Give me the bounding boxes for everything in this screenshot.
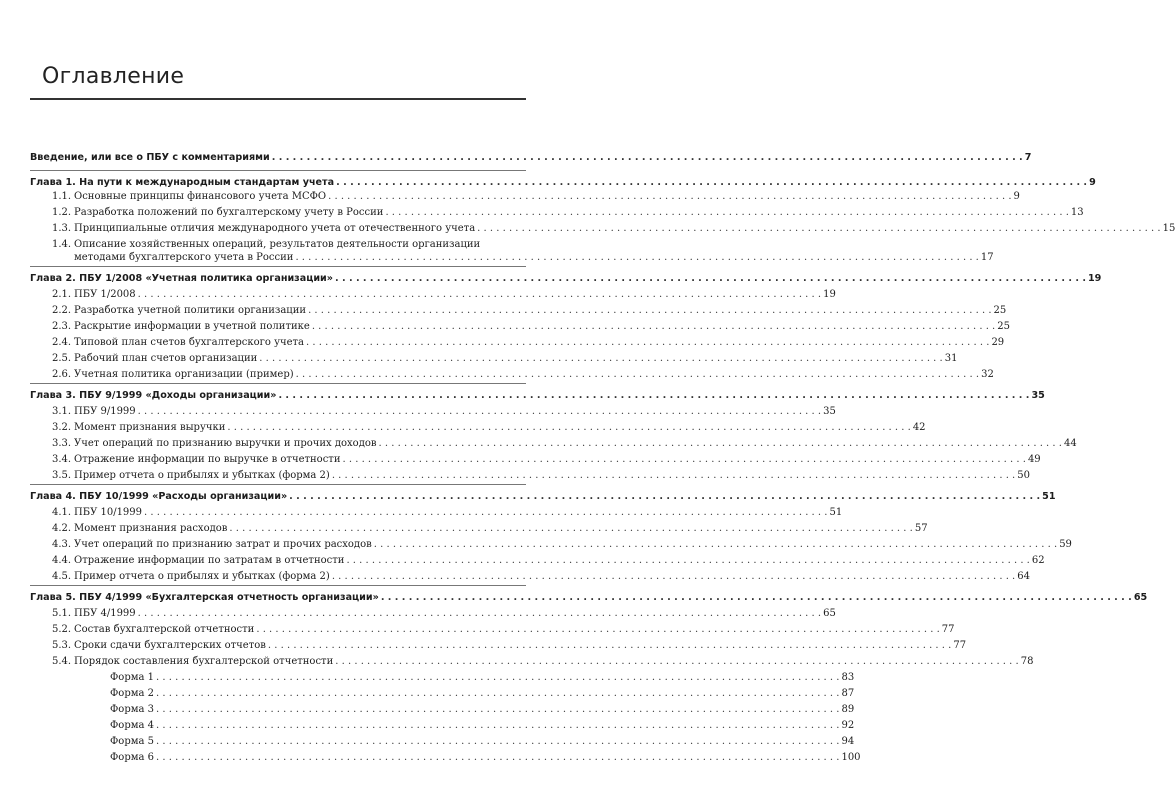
toc-entry-page: 83 [841, 672, 855, 683]
dot-leader [289, 490, 1040, 503]
section-divider [30, 266, 526, 267]
section-divider [30, 383, 526, 384]
toc-entry-page: 57 [914, 523, 928, 534]
dot-leader [335, 272, 1086, 285]
toc-entry[interactable] [110, 735, 855, 748]
toc-entry[interactable] [110, 671, 855, 684]
toc-entry-number: 2.5. [52, 353, 72, 364]
toc-entry[interactable] [52, 453, 1041, 466]
toc-entry-label: Учет операций по признанию выручки и прочих доходов [74, 438, 377, 449]
toc-entry-label: Отражение информации по затратам в отчетности [74, 555, 345, 566]
toc-entry-number: 5.2. [52, 624, 72, 635]
toc-entry-page: 62 [1031, 555, 1045, 566]
dot-leader [296, 368, 979, 381]
toc-entry[interactable] [52, 238, 481, 251]
section-divider [30, 484, 526, 485]
toc-entry[interactable] [52, 320, 1010, 333]
toc-entry-page: 25 [993, 305, 1007, 316]
toc-entry-page: 17 [980, 252, 994, 263]
toc-entry-page: 100 [841, 752, 861, 763]
toc-entry-label: Глава 2. ПБУ 1/2008 «Учетная политика организации» [30, 273, 333, 284]
toc-entry-label: Состав бухгалтерской отчетности [74, 624, 255, 635]
toc-entry-number: 4.5. [52, 571, 72, 582]
toc-entry[interactable] [52, 639, 967, 652]
dot-leader [156, 687, 839, 700]
toc-entry[interactable] [52, 437, 1077, 450]
toc-entry-number: 5.4. [52, 656, 72, 667]
dot-leader [374, 538, 1057, 551]
toc-entry-label: Разработка учетной политики организации [74, 305, 307, 316]
toc-entry-label: ПБУ 10/1999 [74, 507, 143, 518]
toc-entry-label: Рабочий план счетов организации [74, 353, 258, 364]
toc-entry[interactable] [74, 251, 994, 264]
toc-entry-page: 50 [1017, 470, 1030, 481]
toc-entry[interactable] [110, 687, 855, 700]
dot-leader [138, 607, 821, 620]
dot-leader [156, 751, 839, 764]
toc-entry[interactable] [110, 703, 855, 716]
dot-leader [278, 389, 1029, 402]
toc-entry[interactable] [52, 336, 1005, 349]
toc-entry-number: 3.5. [52, 470, 72, 481]
dot-leader [328, 190, 1011, 203]
toc-entry-page: 25 [997, 321, 1010, 332]
toc-entry-page: 87 [841, 688, 855, 699]
toc-entry-number: 4.2. [52, 523, 72, 534]
toc-entry-label: Сроки сдачи бухгалтерских отчетов [74, 640, 266, 651]
toc-entry-label: Глава 4. ПБУ 10/1999 «Расходы организации» [30, 491, 288, 502]
toc-entry[interactable] [52, 570, 1030, 583]
toc-entry[interactable] [52, 655, 1034, 668]
toc-entry-number: 2.3. [52, 321, 72, 332]
toc-entry-page: 64 [1017, 571, 1030, 582]
toc-entry-number: 2.6. [52, 369, 72, 380]
toc-entry[interactable] [52, 623, 955, 636]
toc-chapter-entry[interactable] [30, 389, 1045, 402]
toc-entry-number: 4.4. [52, 555, 72, 566]
toc-entry-page: 94 [841, 736, 855, 747]
toc-entry-page: 35 [823, 406, 836, 417]
toc-entry-page: 51 [1042, 491, 1056, 502]
toc-entry-page: 9 [1089, 177, 1096, 188]
section-divider [30, 170, 526, 171]
toc-entry-label: Форма 6 [110, 752, 155, 763]
toc-entry-label: Введение, или все о ПБУ с комментариями [30, 152, 270, 163]
toc-entry-page: 49 [1027, 454, 1041, 465]
toc-entry-label: ПБУ 9/1999 [74, 406, 136, 417]
toc-entry-number: 1.3. [52, 223, 72, 234]
toc-entry-label: Форма 2 [110, 688, 155, 699]
toc-entry-label: Описание хозяйственных операций, результатов деятельности организации [74, 239, 481, 250]
toc-entry-page: 29 [991, 337, 1005, 348]
toc-entry-label: Пример отчета о прибылях и убытках (форма 2) [74, 470, 330, 481]
toc-entry-label: Момент признания выручки [74, 422, 226, 433]
toc-entry-label: Глава 1. На пути к международным стандартам учета [30, 177, 335, 188]
toc-entry[interactable] [52, 522, 928, 535]
dot-leader [385, 206, 1068, 219]
toc-entry[interactable] [52, 368, 994, 381]
dot-leader [295, 251, 978, 264]
toc-entry-label: Форма 5 [110, 736, 155, 747]
toc-entry-label: Типовой план счетов бухгалтерского учета [74, 337, 304, 348]
dot-leader [332, 570, 1015, 583]
toc-entry-number: 4.1. [52, 507, 72, 518]
toc-entry-page: 15 [1162, 223, 1175, 234]
toc-entry-label: Глава 3. ПБУ 9/1999 «Доходы организации» [30, 390, 277, 401]
toc-entry[interactable] [52, 352, 958, 365]
toc-chapter-entry[interactable] [30, 176, 1096, 189]
toc-chapter-entry[interactable] [30, 272, 1102, 285]
toc-entry-label: ПБУ 1/2008 [74, 289, 136, 300]
dot-leader [343, 453, 1026, 466]
dot-leader [138, 288, 821, 301]
toc-entry-page: 44 [1063, 438, 1077, 449]
dot-leader [156, 671, 839, 684]
dot-leader [308, 304, 991, 317]
toc-entry-number: 1.1. [52, 191, 72, 202]
toc-entry[interactable] [52, 222, 1175, 235]
toc-entry[interactable] [52, 506, 843, 519]
dot-leader [335, 655, 1018, 668]
toc-entry-number: 5.1. [52, 608, 72, 619]
dot-leader [259, 352, 942, 365]
title-rule [30, 98, 526, 100]
dot-leader [144, 506, 827, 519]
dot-leader [138, 405, 821, 418]
toc-entry-page: 19 [823, 289, 836, 300]
dot-leader [256, 623, 939, 636]
toc-entry-page: 51 [829, 507, 843, 518]
toc-entry-number: 1.4. [52, 239, 72, 250]
toc-entry-number: 2.2. [52, 305, 72, 316]
toc-entry-label: Пример отчета о прибылях и убытках (форма 2) [74, 571, 330, 582]
toc-entry-page: 89 [841, 704, 855, 715]
toc-entry-number: 2.4. [52, 337, 72, 348]
toc-entry-label: Отражение информации по выручке в отчетности [74, 454, 341, 465]
toc-entry-number: 3.3. [52, 438, 72, 449]
toc-chapter-entry[interactable] [30, 591, 1148, 604]
toc-entry-page: 65 [823, 608, 836, 619]
toc-entry[interactable] [110, 719, 855, 732]
dot-leader [156, 719, 839, 732]
toc-entry-number: 3.4. [52, 454, 72, 465]
toc-entry[interactable] [52, 469, 1030, 482]
toc-entry[interactable] [52, 405, 836, 418]
dot-leader [332, 469, 1015, 482]
toc-entry-page: 9 [1013, 191, 1020, 202]
dot-leader [156, 703, 839, 716]
toc-entry[interactable] [52, 538, 1072, 551]
page-title: Оглавление [42, 64, 185, 89]
toc-entry[interactable] [52, 607, 836, 620]
toc-entry-page: 42 [912, 422, 926, 433]
dot-leader [379, 437, 1062, 450]
toc-entry-page: 13 [1070, 207, 1084, 218]
toc-entry[interactable] [52, 304, 1007, 317]
toc-entry-label: Форма 4 [110, 720, 155, 731]
dot-leader [336, 176, 1087, 189]
dot-leader [477, 222, 1160, 235]
section-divider [30, 585, 526, 586]
toc-entry-page: 92 [841, 720, 855, 731]
dot-leader [156, 735, 839, 748]
toc-entry-page: 32 [981, 369, 994, 380]
toc-entry-page: 7 [1024, 152, 1032, 163]
toc-entry-page: 19 [1087, 273, 1102, 284]
toc-chapter-entry[interactable] [30, 151, 1032, 164]
toc-entry-number: 4.3. [52, 539, 72, 550]
toc-entry-label: Глава 5. ПБУ 4/1999 «Бухгалтерская отчетность организации» [30, 592, 379, 603]
toc-entry[interactable] [52, 190, 1020, 203]
toc-entry-page: 77 [941, 624, 955, 635]
dot-leader [381, 591, 1132, 604]
toc-entry-label: Принципиальные отличия международного учета от отечественного учета [74, 223, 476, 234]
toc-entry-label: Форма 3 [110, 704, 155, 715]
toc-entry[interactable] [110, 751, 861, 764]
dot-leader [272, 151, 1023, 164]
toc-entry-number: 1.2. [52, 207, 72, 218]
toc-entry-number: 2.1. [52, 289, 72, 300]
toc-entry[interactable] [52, 421, 926, 434]
toc-entry-page: 59 [1059, 539, 1072, 550]
toc-entry-label: Разработка положений по бухгалтерскому учету в России [74, 207, 384, 218]
toc-entry-page: 65 [1133, 592, 1148, 603]
toc-entry-page: 35 [1031, 390, 1045, 401]
toc-entry-label: Порядок составления бухгалтерской отчетности [74, 656, 334, 667]
toc-entry-label: Форма 1 [110, 672, 155, 683]
toc-entry-page: 31 [944, 353, 958, 364]
toc-entry-page: 78 [1020, 656, 1034, 667]
toc-entry[interactable] [52, 554, 1045, 567]
toc-entry-number: 3.2. [52, 422, 72, 433]
toc-entry-label: Раскрытие информации в учетной политике [74, 321, 310, 332]
toc-entry-label: Основные принципы финансового учета МСФО [74, 191, 327, 202]
toc-entry-label: ПБУ 4/1999 [74, 608, 136, 619]
toc-entry[interactable] [52, 206, 1084, 219]
dot-leader [229, 522, 912, 535]
toc-chapter-entry[interactable] [30, 490, 1056, 503]
toc-entry-label: Момент признания расходов [74, 523, 228, 534]
dot-leader [268, 639, 951, 652]
toc-entry-label: Учетная политика организации (пример) [74, 369, 294, 380]
toc-entry-number: 5.3. [52, 640, 72, 651]
toc-entry-label: Учет операций по признанию затрат и прочих расходов [74, 539, 372, 550]
dot-leader [227, 421, 910, 434]
toc-entry[interactable] [52, 288, 836, 301]
dot-leader [312, 320, 995, 333]
dot-leader [346, 554, 1029, 567]
toc-entry-number: 3.1. [52, 406, 72, 417]
toc-entry-page: 77 [953, 640, 967, 651]
toc-entry-label: методами бухгалтерского учета в России [74, 252, 294, 263]
dot-leader [306, 336, 989, 349]
